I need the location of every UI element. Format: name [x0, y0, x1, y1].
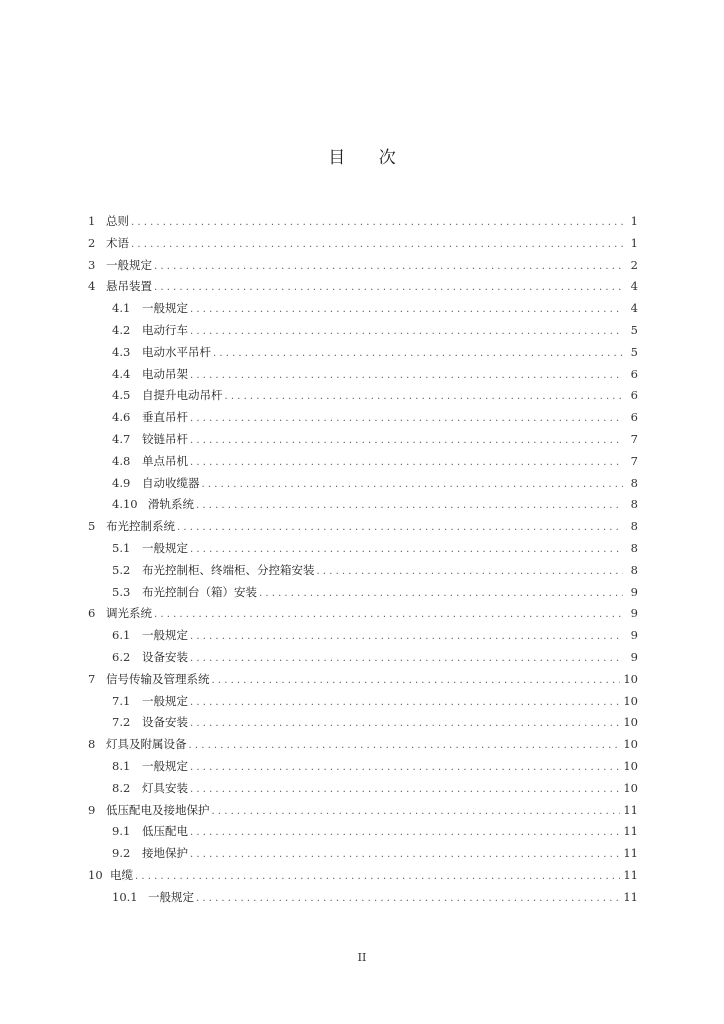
toc-dot-leader [190, 713, 620, 734]
toc-entry-number: 5.1 [112, 540, 131, 555]
toc-dot-leader [189, 735, 621, 756]
toc-entry[interactable] [88, 255, 638, 277]
toc-entry-number: 5 [88, 519, 96, 534]
toc-dot-leader [317, 561, 624, 582]
toc-entry-title: 电动吊架 [142, 366, 188, 381]
toc-entry-title: 悬吊装置 [106, 279, 152, 294]
toc-entry-title: 总则 [106, 214, 129, 228]
toc-entry-title: 灯具安装 [142, 780, 188, 795]
toc-dot-leader [225, 386, 624, 407]
toc-entry-title: 一般规定 [142, 693, 188, 708]
toc-entry[interactable] [88, 451, 638, 473]
toc-entry[interactable] [88, 691, 638, 713]
toc-entry-number: 4.6 [112, 410, 131, 425]
toc-entry[interactable] [88, 603, 638, 625]
toc-entry-number: 10.1 [112, 889, 138, 904]
toc-dot-leader [190, 430, 623, 451]
toc-entry-number: 4.3 [112, 344, 131, 359]
toc-dot-leader [135, 866, 620, 887]
toc-entry-page: 11 [623, 867, 638, 882]
toc-entry[interactable] [88, 734, 638, 756]
toc-entry-page: 8 [630, 497, 638, 512]
toc-entry[interactable] [88, 756, 638, 778]
toc-entry-title: 一般规定 [106, 257, 152, 272]
toc-entry-number: 5.3 [112, 584, 131, 599]
toc-entry-title: 设备安装 [142, 649, 188, 664]
toc-entry[interactable] [88, 473, 638, 495]
toc-entry[interactable] [88, 320, 638, 342]
toc-entry-page: 10 [623, 780, 638, 795]
toc-entry-page: 1 [630, 235, 638, 250]
toc-entry[interactable] [88, 364, 638, 386]
toc-entry[interactable] [88, 429, 638, 451]
toc-entry-page: 10 [623, 693, 638, 708]
toc-dot-leader [190, 757, 620, 778]
toc-entry-page: 10 [623, 671, 638, 686]
toc-dot-leader [154, 277, 623, 298]
toc-entry-title: 布光控制柜、终端柜、分控箱安装 [142, 562, 315, 577]
toc-entry-title: 信号传输及管理系统 [106, 671, 210, 686]
toc-dot-leader [212, 670, 621, 691]
toc-entry-page: 11 [623, 889, 638, 904]
toc-entry-number: 4.5 [112, 388, 131, 403]
toc-entry-title: 电动水平吊杆 [142, 344, 211, 359]
toc-entry-page: 7 [630, 453, 638, 468]
toc-entry-number: 7.2 [112, 715, 131, 730]
toc-entry-page: 11 [623, 824, 638, 839]
toc-dot-leader [190, 452, 623, 473]
toc-dot-leader [196, 888, 620, 909]
toc-dot-leader [190, 822, 620, 843]
toc-entry[interactable] [88, 560, 638, 582]
toc-entry-title: 设备安装 [142, 715, 188, 730]
toc-entry-title: 接地保护 [142, 846, 188, 861]
toc-entry-title: 垂直吊杆 [142, 410, 188, 425]
toc-entry[interactable] [88, 800, 638, 822]
toc-entry[interactable] [88, 211, 638, 233]
toc-entry-number: 4.7 [112, 431, 131, 446]
page-number: II [357, 951, 367, 964]
toc-entry-page: 2 [630, 257, 638, 272]
toc-entry-number: 3 [88, 257, 96, 272]
toc-entry-number: 4 [88, 279, 96, 294]
toc-dot-leader [190, 321, 623, 342]
toc-entry[interactable] [88, 233, 638, 255]
toc-entry-title: 布光控制台（箱）安装 [142, 584, 257, 599]
toc-entry[interactable] [88, 843, 638, 865]
toc-entry[interactable] [88, 342, 638, 364]
toc-entry-page: 10 [623, 715, 638, 730]
toc-dot-leader [131, 212, 623, 233]
toc-entry-page: 4 [630, 301, 638, 316]
toc-entry-page: 10 [623, 758, 638, 773]
toc-entry-page: 7 [630, 431, 638, 446]
toc-entry-title: 一般规定 [142, 301, 188, 316]
toc-entry-number: 4.9 [112, 475, 131, 490]
toc-entry-title: 术语 [106, 235, 129, 250]
toc-entry-title: 布光控制系统 [106, 519, 175, 534]
toc-entry-page: 11 [623, 802, 638, 817]
toc-dot-leader [196, 495, 623, 516]
toc-entry-number: 9.2 [112, 846, 131, 861]
toc-entry-title: 一般规定 [142, 758, 188, 773]
toc-entry-number: 6.1 [112, 628, 131, 643]
toc-entry-title: 一般规定 [142, 540, 188, 555]
toc-entry[interactable] [88, 669, 638, 691]
toc-entry[interactable] [88, 865, 638, 887]
toc-entry-page: 9 [630, 606, 638, 621]
toc-entry-page: 8 [630, 519, 638, 534]
toc-entry[interactable] [88, 625, 638, 647]
toc-dot-leader [190, 648, 623, 669]
toc-entry-number: 4.4 [112, 366, 131, 381]
page-title: 目 次 [328, 148, 410, 168]
toc-entry-page: 10 [623, 737, 638, 752]
toc-entry-number: 2 [88, 235, 96, 250]
toc-entry[interactable] [88, 494, 638, 516]
toc-entry-title: 低压配电及接地保护 [106, 802, 210, 817]
toc-entry[interactable] [88, 582, 638, 604]
toc-dot-leader [154, 604, 623, 625]
toc-dot-leader [259, 583, 623, 604]
toc-entry-title: 滑轨系统 [148, 497, 194, 512]
toc-entry-number: 4.1 [112, 301, 131, 316]
toc-dot-leader [131, 234, 623, 255]
toc-entry-number: 6.2 [112, 649, 131, 664]
toc-entry-number: 7 [88, 671, 96, 686]
toc-dot-leader [190, 408, 623, 429]
toc-entry-number: 8 [88, 737, 96, 752]
toc-entry-page: 8 [630, 562, 638, 577]
toc-dot-leader [202, 474, 624, 495]
toc-entry-page: 6 [630, 410, 638, 425]
toc-entry-page: 9 [630, 649, 638, 664]
toc-entry-title: 灯具及附属设备 [106, 737, 187, 752]
toc-dot-leader [190, 692, 620, 713]
toc-entry-page: 5 [630, 322, 638, 337]
toc-entry-number: 4.2 [112, 322, 131, 337]
toc-dot-leader [213, 343, 623, 364]
toc-entry-number: 9.1 [112, 824, 131, 839]
toc-entry-title: 一般规定 [148, 889, 194, 904]
toc-entry-title: 自动收缆器 [142, 475, 200, 490]
toc-entry-title: 自提升电动吊杆 [142, 388, 223, 403]
toc-entry[interactable] [88, 778, 638, 800]
toc-dot-leader [190, 844, 620, 865]
toc-entry-title: 铰链吊杆 [142, 431, 188, 446]
toc-entry[interactable] [88, 276, 638, 298]
toc-entry-number: 4.8 [112, 453, 131, 468]
toc-entry-page: 4 [630, 279, 638, 294]
toc-entry-number: 8.1 [112, 758, 131, 773]
toc-entry-page: 1 [630, 214, 638, 228]
toc-dot-leader [190, 626, 623, 647]
toc-entry-title: 调光系统 [106, 606, 152, 621]
toc-entry-number: 1 [88, 214, 96, 228]
toc-entry-page: 8 [630, 475, 638, 490]
toc-entry[interactable] [88, 712, 638, 734]
toc-entry-page: 9 [630, 584, 638, 599]
toc-dot-leader [190, 779, 620, 800]
toc-dot-leader [177, 517, 623, 538]
toc-entry[interactable] [88, 516, 638, 538]
toc-dot-leader [212, 801, 621, 822]
toc-entry[interactable] [88, 887, 638, 909]
toc-entry-page: 6 [630, 366, 638, 381]
toc-entry-number: 8.2 [112, 780, 131, 795]
toc-entry-page: 8 [630, 540, 638, 555]
toc-dot-leader [190, 365, 623, 386]
toc-entry-page: 6 [630, 388, 638, 403]
toc-dot-leader [190, 299, 623, 320]
toc-entry[interactable] [88, 385, 638, 407]
toc-entry[interactable] [88, 538, 638, 560]
toc-entry-page: 5 [630, 344, 638, 359]
table-of-contents [88, 211, 638, 909]
toc-entry-number: 7.1 [112, 693, 131, 708]
toc-entry-page: 9 [630, 628, 638, 643]
toc-entry-number: 9 [88, 802, 96, 817]
toc-entry-number: 6 [88, 606, 96, 621]
toc-entry-title: 电动行车 [142, 322, 188, 337]
toc-entry-title: 单点吊机 [142, 453, 188, 468]
toc-entry-number: 5.2 [112, 562, 131, 577]
toc-entry-page: 11 [623, 846, 638, 861]
toc-entry[interactable] [88, 298, 638, 320]
toc-dot-leader [190, 539, 623, 560]
toc-entry[interactable] [88, 647, 638, 669]
toc-entry-title: 电缆 [110, 867, 133, 882]
toc-entry-number: 4.10 [112, 497, 138, 512]
toc-entry[interactable] [88, 821, 638, 843]
toc-entry[interactable] [88, 407, 638, 429]
toc-entry-number: 10 [88, 867, 103, 882]
toc-entry-title: 低压配电 [142, 824, 188, 839]
toc-entry-title: 一般规定 [142, 628, 188, 643]
toc-dot-leader [154, 256, 623, 277]
